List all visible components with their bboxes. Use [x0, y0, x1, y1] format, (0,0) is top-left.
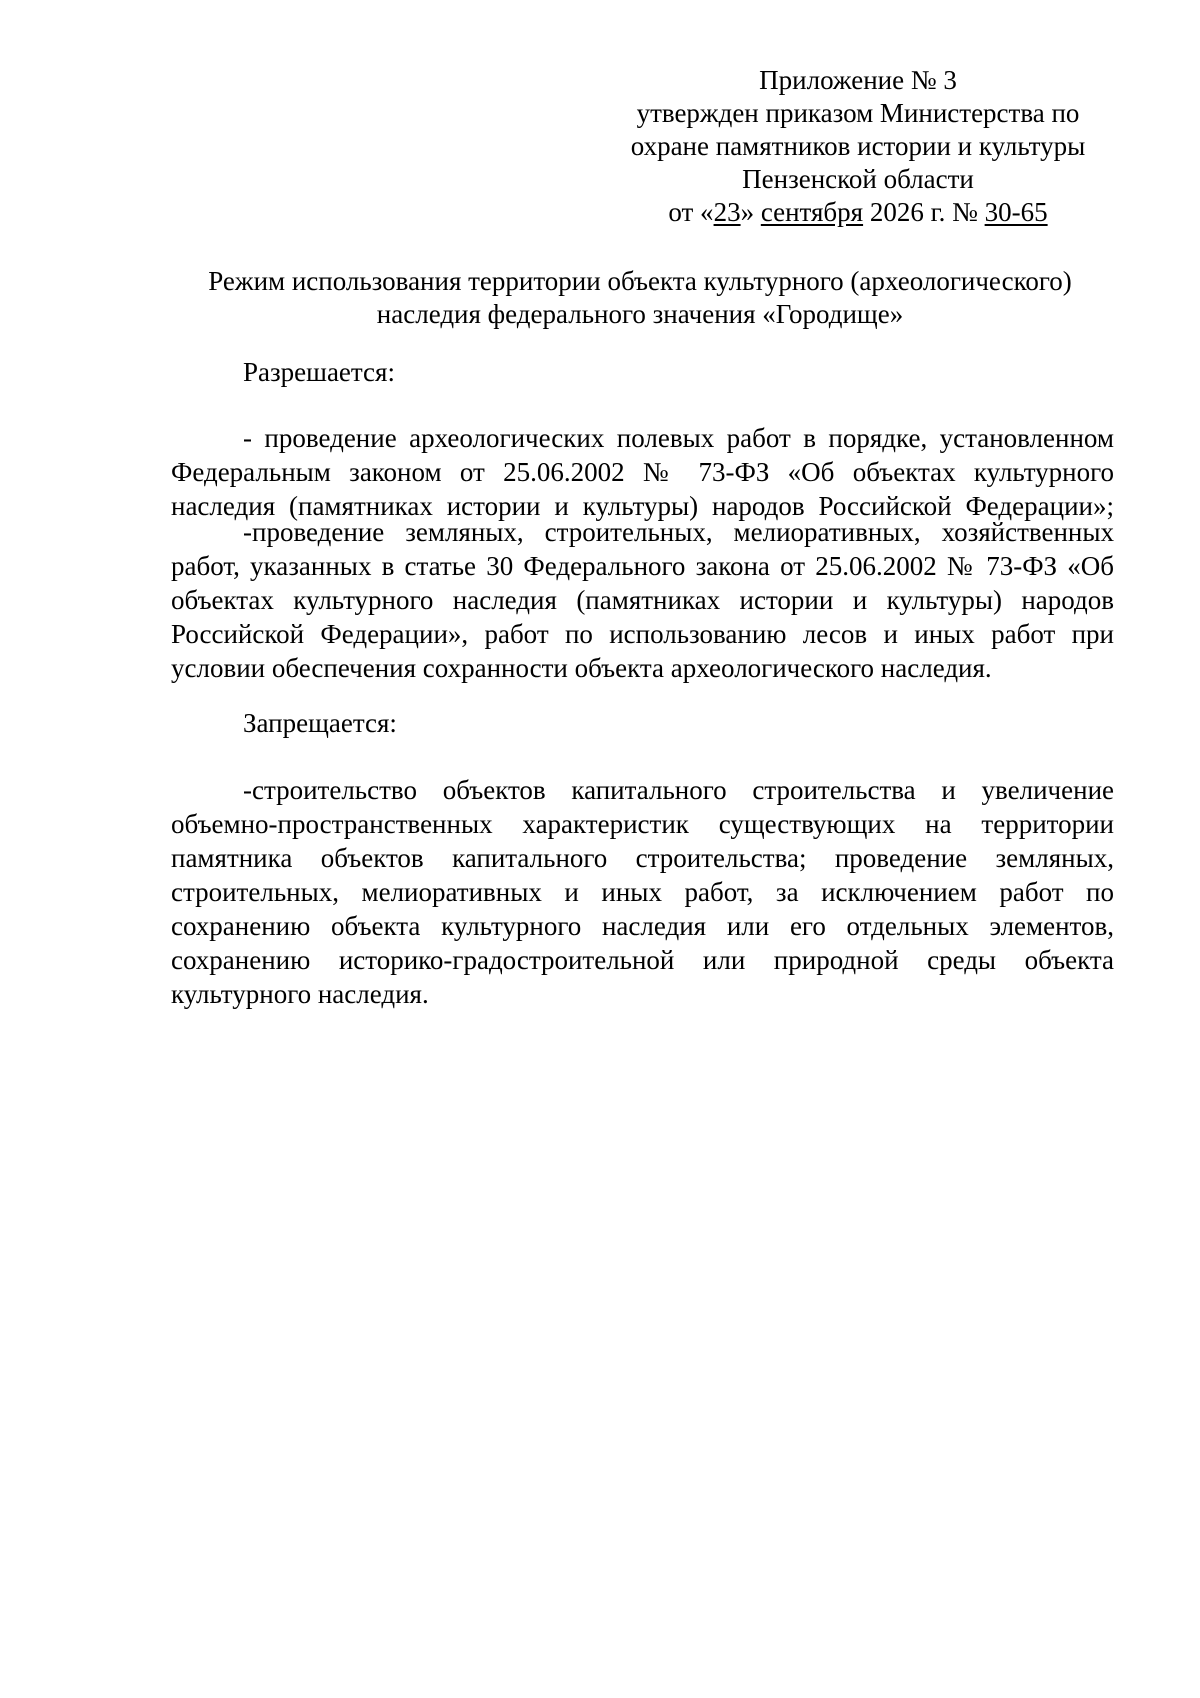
paragraph-line: Российской Федерации», работ по использованию лесов и иных работ при — [171, 619, 1114, 649]
appendix-header — [628, 64, 1088, 229]
paragraph-line: -строительство объектов капитального строительства и увеличение — [243, 775, 1114, 805]
title-line-2: наследия федерального значения «Городище» — [376, 299, 904, 329]
document-title — [170, 265, 1110, 331]
paragraph-line: -проведение земляных, строительных, мелиоративных, хозяйственных — [243, 517, 1114, 547]
paragraph-line: памятника объектов капитального строительства; проведение земляных, — [171, 843, 1114, 873]
appendix-approval-line: утвержден приказом Министерства по — [636, 98, 1080, 128]
paragraph-line: наследия (памятниках истории и культуры) народов Российской Федерации»; — [171, 491, 1114, 521]
date-month: сентября — [760, 197, 864, 227]
paragraph-line: сохранению объекта культурного наследия или его отдельных элементов, — [171, 911, 1114, 941]
paragraph-line: строительных, мелиоративных и иных работ, за исключением работ по — [171, 877, 1114, 907]
paragraph-line: культурного наследия. — [171, 979, 429, 1009]
paragraph-line: работ, указанных в статье 30 Федерального закона от 25.06.2002 № 73-ФЗ «Об — [171, 551, 1114, 581]
appendix-date-line — [628, 196, 1088, 229]
date-year: 2026 г. № — [863, 197, 985, 227]
allowed-item-1 — [171, 421, 1114, 523]
forbidden-item-1 — [171, 773, 1114, 1011]
date-day: 23 — [713, 197, 741, 227]
paragraph-line: - проведение археологических полевых работ в порядке, установленном — [243, 423, 1114, 453]
paragraph-line: Федеральным законом от 25.06.2002 № 73-ФЗ «Об объектах культурного — [171, 457, 1114, 487]
forbidden-heading: Запрещается: — [243, 708, 397, 738]
paragraph-line: условии обеспечения сохранности объекта археологического наследия. — [171, 653, 992, 683]
paragraph-line: объемно-пространственных характеристик существующих на территории — [171, 809, 1114, 839]
appendix-ministry-line: охране памятников истории и культуры — [630, 131, 1086, 161]
allowed-heading: Разрешается: — [243, 357, 395, 387]
date-prefix: от « — [668, 197, 714, 227]
date-mid: » — [740, 197, 761, 227]
paragraph-line: объектах культурного наследия (памятниках истории и культуры) народов — [171, 585, 1114, 615]
title-line-1: Режим использования территории объекта культурного (археологического) — [208, 266, 1072, 296]
appendix-number: Приложение № 3 — [759, 65, 957, 95]
appendix-region-line: Пензенской области — [742, 164, 974, 194]
paragraph-line: сохранению историко-градостроительной или природной среды объекта — [171, 945, 1114, 975]
order-number: 30-65 — [984, 197, 1048, 227]
allowed-item-2 — [171, 515, 1114, 685]
